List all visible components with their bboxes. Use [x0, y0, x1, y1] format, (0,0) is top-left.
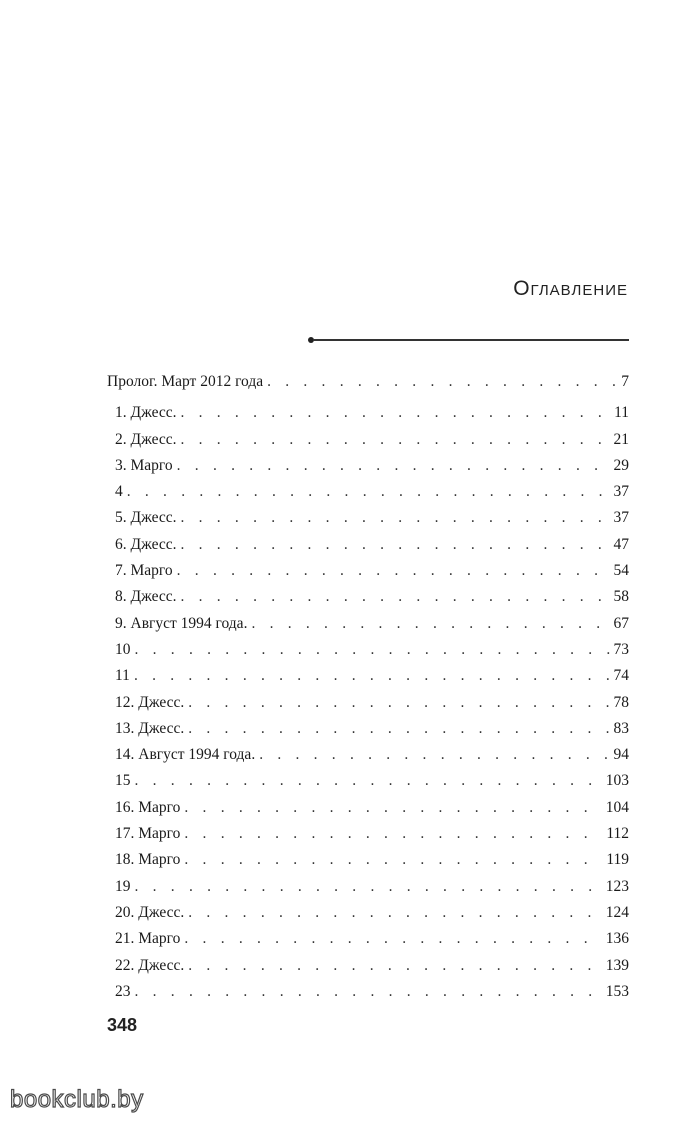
- dot-leader: [180, 400, 610, 426]
- toc-entry-label: 8. Джесс.: [115, 588, 177, 606]
- toc-entry: [107, 479, 629, 505]
- toc-entry: [107, 953, 629, 979]
- toc-entry-page: 29: [613, 456, 629, 474]
- dot-leader: [135, 874, 602, 900]
- toc-entry-page: 58: [613, 588, 629, 606]
- toc-entry-label: 13. Джесс.: [115, 719, 185, 737]
- toc-entry-label: 15: [115, 772, 131, 790]
- dot-leader: [180, 505, 609, 531]
- toc-entry-label: 5. Джесс.: [115, 509, 177, 527]
- dot-leader: [134, 663, 610, 689]
- toc-entry-page: 153: [605, 982, 629, 1000]
- toc-entry: [107, 584, 629, 610]
- toc-entry-page: 104: [605, 798, 629, 816]
- toc-entry: [107, 768, 629, 794]
- dot-leader: [188, 716, 609, 742]
- toc-entry-label: 9. Август 1994 года.: [115, 614, 248, 632]
- toc-entry-page: 37: [613, 509, 629, 527]
- toc-entry: [107, 795, 629, 821]
- toc-entry: [107, 453, 629, 479]
- toc-entry-page: 139: [605, 956, 629, 974]
- toc-entry-page: 74: [613, 667, 629, 685]
- toc-entry: [107, 900, 629, 926]
- toc-entry-label: 16. Марго: [115, 798, 181, 816]
- toc-entry-label: 19: [115, 877, 131, 895]
- toc-entry-label: 6. Джесс.: [115, 535, 177, 553]
- toc-entry: [107, 400, 629, 426]
- toc-entry-page: 37: [613, 483, 629, 501]
- toc-entry-page: 136: [605, 930, 629, 948]
- toc-entry-label: 4: [115, 483, 123, 501]
- dot-leader: [135, 979, 602, 1005]
- toc-entry-page: 94: [613, 746, 629, 764]
- dot-leader: [267, 369, 617, 395]
- dot-leader: [127, 479, 610, 505]
- dot-leader: [135, 768, 602, 794]
- toc-entry-label: Пролог. Март 2012 года: [107, 373, 264, 390]
- toc-entry: [107, 558, 629, 584]
- dot-leader: [188, 953, 602, 979]
- toc-entry-page: 123: [605, 877, 629, 895]
- dot-leader: [184, 926, 601, 952]
- toc-entry: [107, 716, 629, 742]
- toc-entry-label: 7. Марго: [115, 562, 173, 580]
- dot-leader: [188, 690, 609, 716]
- toc-entry-page: 7: [621, 373, 629, 390]
- toc-entry: [107, 532, 629, 558]
- toc-entry: [107, 663, 629, 689]
- toc-heading: Оглавление: [513, 277, 628, 300]
- toc-entry-page: 83: [613, 719, 629, 737]
- toc-entry-label: 11: [115, 667, 130, 685]
- toc-entry-label: 22. Джесс.: [115, 956, 185, 974]
- toc-entry: [107, 505, 629, 531]
- toc-entry-label: 21. Марго: [115, 930, 181, 948]
- toc-entry-label: 14. Август 1994 года.: [115, 746, 256, 764]
- toc-entry-label: 2. Джесс.: [115, 430, 177, 448]
- toc-entry: [107, 874, 629, 900]
- toc-entry: [107, 926, 629, 952]
- toc-entry-label: 10: [115, 640, 131, 658]
- toc-entry-page: 21: [613, 430, 629, 448]
- dot-leader: [188, 900, 602, 926]
- dot-leader: [251, 611, 609, 637]
- page-number: 348: [107, 1015, 138, 1035]
- toc-entry-page: 112: [606, 825, 629, 843]
- toc-entry: [107, 690, 629, 716]
- toc-entry-page: 78: [613, 693, 629, 711]
- toc-entry-label: 18. Марго: [115, 851, 181, 869]
- toc-entry-label: 1. Джесс.: [115, 404, 177, 422]
- toc-entry-page: 11: [614, 404, 629, 422]
- dot-leader: [180, 427, 609, 453]
- dot-leader: [180, 532, 609, 558]
- toc-entry-prologue: [107, 369, 629, 395]
- toc-entry: [107, 637, 629, 663]
- toc-entry: [107, 821, 629, 847]
- dot-leader: [177, 453, 610, 479]
- toc-entry: [107, 742, 629, 768]
- dot-leader: [177, 558, 610, 584]
- dot-leader: [184, 847, 602, 873]
- toc-entry-page: 103: [605, 772, 629, 790]
- toc-entry-page: 47: [613, 535, 629, 553]
- toc-entry: [107, 611, 629, 637]
- dot-leader: [259, 742, 609, 768]
- table-of-contents: [107, 369, 629, 1005]
- toc-entry-label: 12. Джесс.: [115, 693, 185, 711]
- toc-entry-label: 17. Марго: [115, 825, 181, 843]
- toc-entry-label: 20. Джесс.: [115, 903, 185, 921]
- toc-entry: [107, 979, 629, 1005]
- toc-entry: [107, 847, 629, 873]
- chapter-list: [107, 400, 629, 1005]
- toc-entry-label: 3. Марго: [115, 456, 173, 474]
- toc-entry: [107, 427, 629, 453]
- dot-leader: [135, 637, 610, 663]
- toc-entry-page: 73: [613, 640, 629, 658]
- toc-entry-page: 54: [613, 562, 629, 580]
- toc-entry-page: 67: [613, 614, 629, 632]
- dot-leader: [184, 795, 601, 821]
- toc-entry-page: 119: [606, 851, 629, 869]
- watermark-logo: bookclub.by: [10, 1086, 144, 1113]
- toc-entry-page: 124: [605, 903, 629, 921]
- heading-rule: [313, 339, 629, 341]
- dot-leader: [184, 821, 602, 847]
- dot-leader: [180, 584, 609, 610]
- toc-entry-label: 23: [115, 982, 131, 1000]
